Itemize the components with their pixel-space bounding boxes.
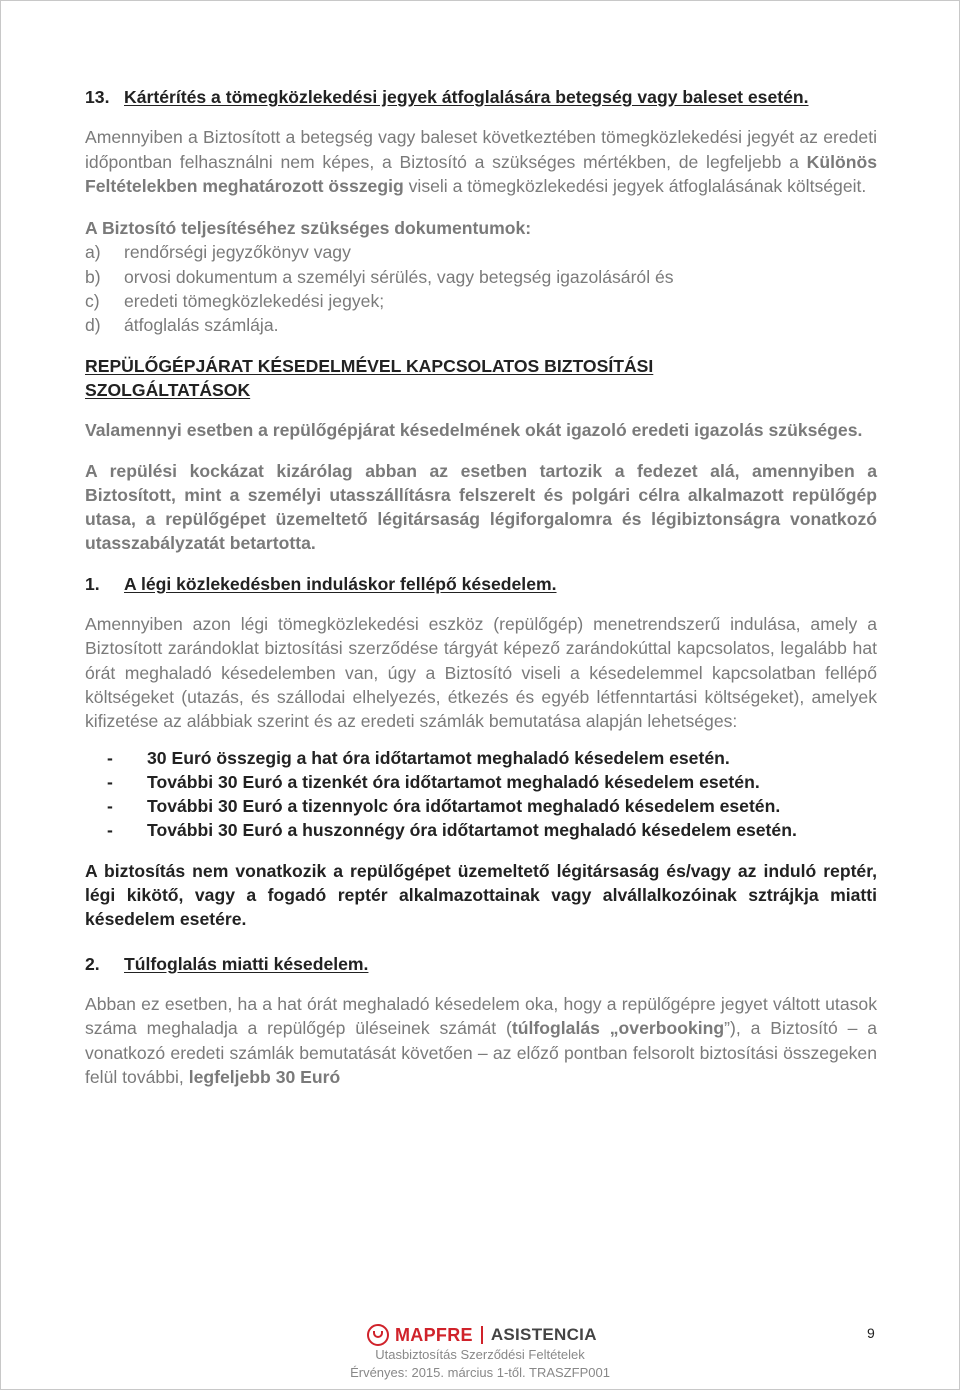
brand-subname: ASISTENCIA — [490, 1325, 597, 1344]
section-13-heading — [85, 85, 877, 109]
text: Abban ez esetben, ha a hat órát meghaladó késedelem oka, hogy a repülőgépre jegyet váltott utasok száma meghaladja a repülőgép üléseinek számát ( — [85, 993, 877, 1039]
subsection-number: 2. — [85, 953, 100, 974]
list-text: rendőrségi jegyzőkönyv vagy — [124, 242, 351, 263]
list-item — [85, 794, 877, 818]
list-text: További 30 Euró a huszonnégy óra időtartamot meghaladó késedelem esetén. — [147, 820, 797, 841]
bold-text: Különös Feltételekben meghatározott összegig — [85, 151, 877, 196]
footer-line-2: Érvényes: 2015. március 1-től. TRASZFP001 — [350, 1365, 610, 1380]
text: viseli a tömegközlekedési jegyek átfoglalásának költségeit. — [403, 175, 867, 196]
brand-name: MAPFRE — [395, 1324, 473, 1345]
list-item — [85, 818, 877, 842]
list-item — [85, 240, 877, 264]
paragraph: A repülési kockázat kizárólag abban az esetben tartozik a fedezet alá, amennyiben a Biztosított, mint a személyi utasszállításra felszerelt és polgári célra alkalmazott repülőgép utasa, a repülőgépet üzemeltető légitársaság légiforgalomra és légibiztonságra vonatkozó utasszabályzatát betartotta. — [85, 460, 877, 554]
list-text: orvosi dokumentum a személyi sérülés, vagy betegség igazolásáról és — [124, 266, 674, 287]
subsection-1-heading — [85, 572, 877, 596]
list-marker: - — [107, 796, 113, 817]
list-item — [85, 746, 877, 770]
text: Amennyiben a Biztosított a betegség vagy baleset következtében tömegközlekedési jegyét az eredeti időpontban felhasználni nem képes, a Biztosító a szükséges mértékben, de legfeljebb a — [85, 127, 877, 172]
list-marker: c) — [85, 291, 100, 312]
list-text: átfoglalás számlája. — [124, 315, 279, 336]
section-heading: REPÜLŐGÉPJÁRAT KÉSEDELMÉVEL KAPCSOLATOS BIZTOSÍTÁSI SZOLGÁLTATÁSOK — [85, 355, 654, 400]
paragraph: Valamennyi esetben a repülőgépjárat késedelmének okát igazoló eredeti igazolás szükséges. — [85, 420, 863, 441]
section-number: 13. — [85, 87, 110, 107]
subsection-2-heading — [85, 952, 877, 976]
documents-title: A Biztosító teljesítéséhez szükséges dokumentumok: — [85, 218, 532, 239]
logo-divider — [481, 1326, 483, 1344]
bold-text: túlfoglalás „overbooking — [511, 1018, 725, 1039]
paragraph — [85, 992, 877, 1089]
list-marker: b) — [85, 266, 101, 287]
list-text: 30 Euró összegig a hat óra időtartamot meghaladó késedelem esetén. — [147, 747, 730, 768]
list-item — [85, 289, 877, 313]
list-marker: d) — [85, 315, 101, 336]
page-footer — [1, 1323, 959, 1383]
mapfre-logo — [367, 1323, 597, 1347]
footer-line-1: Utasbiztosítás Szerződési Feltételek — [375, 1347, 585, 1362]
list-marker: - — [107, 747, 113, 768]
list-marker: - — [107, 820, 113, 841]
list-text: További 30 Euró a tizenkét óra időtartamot meghaladó késedelem esetén. — [147, 771, 760, 792]
page-content — [85, 85, 877, 1089]
text: ”), a Biztosító – a vonatkozó eredeti számlák bemutatását követően – az előző pontban felsorolt biztosítási összegeken felül további, — [85, 1018, 878, 1087]
paragraph: Amennyiben azon légi tömegközlekedési eszköz (repülőgép) menetrendszerű indulása, amely a Biztosított zarándoklat biztosítási szerződése tárgyát képező zarándokúttal kapcsolatos, legalább hat órát meghaladó késedelemben van, úgy a Biztosító viseli a késedelemmel kapcsolatban fellépő költségeket (utazás, és szállodai elhelyezés, étkezés és egyéb létfenntartási költségeket), amelyek kifizetése az alábbiak szerint és az eredeti számlák bemutatása alapján lehetséges: — [85, 614, 877, 732]
list-marker: - — [107, 771, 113, 792]
list-item — [85, 313, 877, 337]
list-text: További 30 Euró a tizennyolc óra időtartamot meghaladó késedelem esetén. — [147, 796, 781, 817]
subsection-title: A légi közlekedésben induláskor fellépő késedelem. — [124, 573, 557, 594]
bold-text: legfeljebb 30 Euró — [188, 1066, 341, 1087]
section-title: Kártérítés a tömegközlekedési jegyek átfoglalására betegség vagy baleset esetén. — [124, 87, 809, 107]
documents-list — [85, 240, 877, 337]
paragraph — [85, 125, 877, 198]
page-number: 9 — [867, 1325, 875, 1341]
list-marker: a) — [85, 242, 101, 263]
exclusion-paragraph: A biztosítás nem vonatkozik a repülőgépet üzemeltető légitársaság és/vagy az induló reptér, légi kikötő, vagy a fogadó reptér alkalmazottainak vagy alvállalkozóinak sztrájkja miatti késedelem esetére. — [85, 860, 877, 930]
list-item — [85, 265, 877, 289]
subsection-number: 1. — [85, 573, 100, 594]
list-item — [85, 770, 877, 794]
mapfre-emblem-icon — [367, 1324, 389, 1346]
compensation-list — [85, 746, 877, 843]
subsection-title: Túlfoglalás miatti késedelem. — [124, 953, 369, 974]
list-text: eredeti tömegközlekedési jegyek; — [124, 291, 385, 312]
